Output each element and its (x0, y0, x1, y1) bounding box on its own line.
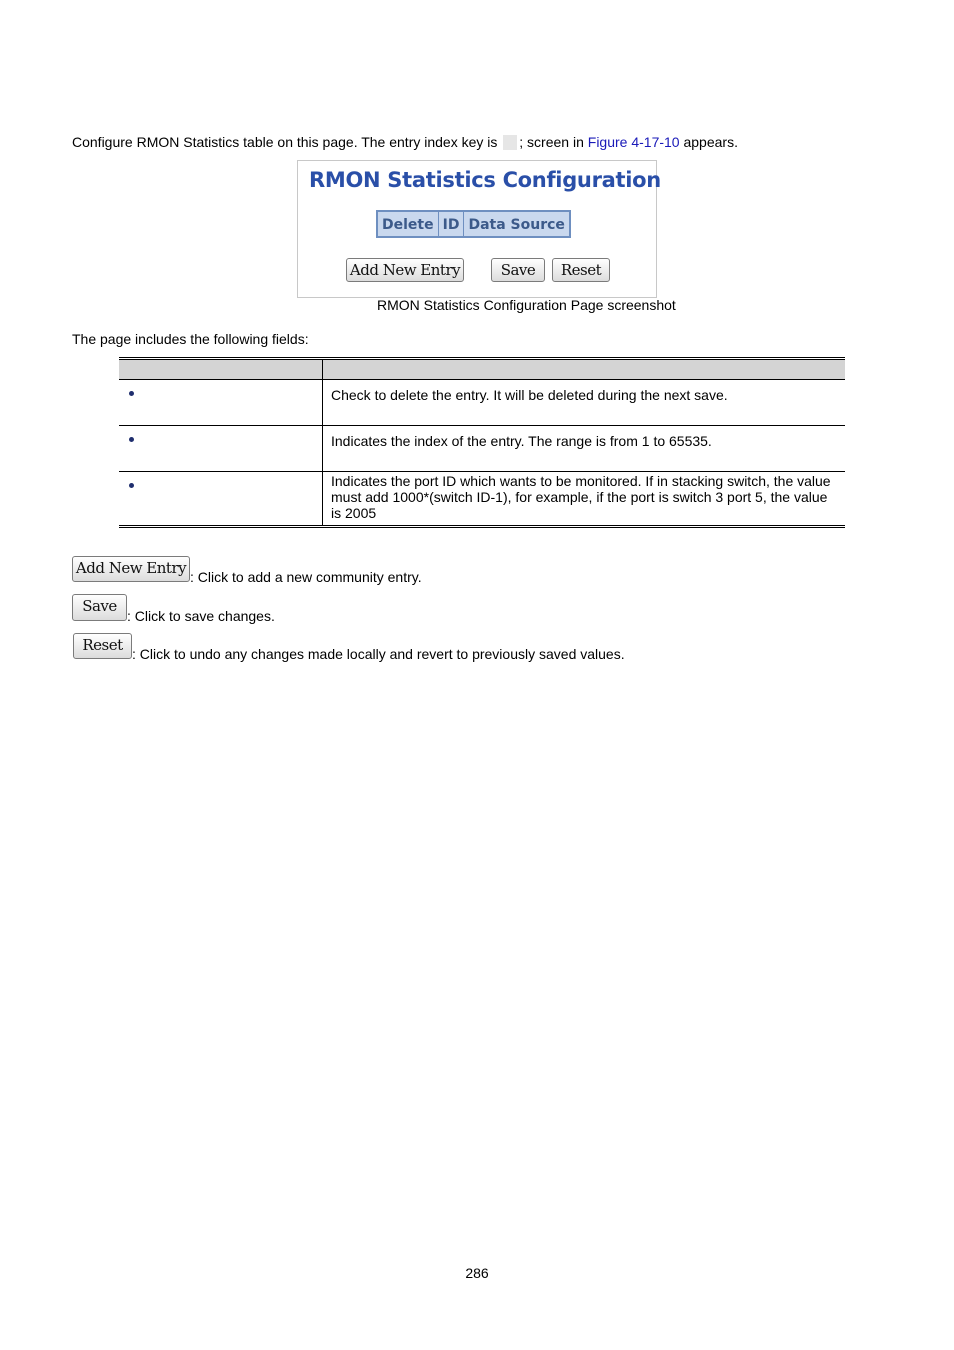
row-object (119, 472, 323, 527)
legend-text: : Click to save changes. (127, 608, 275, 624)
add-new-entry-button[interactable]: Add New Entry (72, 556, 190, 582)
figure-caption: RMON Statistics Configuration Page screenshot (377, 297, 676, 313)
row-object (119, 426, 323, 472)
row-description: Indicates the index of the entry. The range is from 1 to 65535. (323, 426, 846, 472)
column-id: ID (438, 211, 464, 237)
table-row (119, 426, 845, 472)
row-description: Indicates the port ID which wants to be monitored. If in stacking switch, the value must add 1000*(switch ID-1), for example, if the port is switch 3 port 5, the value is 2005 (323, 472, 846, 527)
legend-add-new-entry (72, 556, 672, 584)
config-page-screenshot (297, 160, 661, 298)
header-description (323, 359, 846, 380)
figure-link[interactable]: Figure 4-17-10 (587, 134, 680, 150)
page-number: 286 (465, 1265, 489, 1281)
intro-text-2: ; screen in (519, 134, 588, 150)
add-new-entry-button[interactable]: Add New Entry (346, 258, 464, 282)
row-object (119, 380, 323, 426)
screenshot-table (376, 210, 571, 238)
fields-table (119, 357, 845, 528)
bullet-icon (129, 391, 134, 396)
screenshot-title: RMON Statistics Configuration (309, 168, 661, 192)
save-button[interactable]: Save (491, 258, 545, 282)
table-row (119, 380, 845, 426)
intro-paragraph (72, 133, 738, 151)
intro-text-1: Configure RMON Statistics table on this page. The entry index key is (72, 134, 502, 150)
bullet-icon (129, 483, 134, 488)
fields-header-row (119, 359, 845, 380)
reset-button[interactable]: Reset (73, 633, 132, 659)
bullet-icon (129, 437, 134, 442)
legend-text: : Click to add a new community entry. (190, 569, 422, 585)
table-row (119, 472, 845, 527)
legend-reset (72, 633, 772, 661)
legend-text: : Click to undo any changes made locally and revert to previously saved values. (132, 646, 625, 662)
column-delete: Delete (377, 211, 438, 237)
intro-text-3: appears. (679, 134, 738, 150)
fields-intro: The page includes the following fields: (72, 331, 309, 347)
column-data-source: Data Source (464, 211, 570, 237)
index-key-placeholder (503, 135, 517, 150)
legend-save (72, 594, 672, 622)
reset-button[interactable]: Reset (552, 258, 610, 282)
save-button[interactable]: Save (72, 594, 127, 621)
header-object (119, 359, 323, 380)
row-description: Check to delete the entry. It will be deleted during the next save. (323, 380, 846, 426)
